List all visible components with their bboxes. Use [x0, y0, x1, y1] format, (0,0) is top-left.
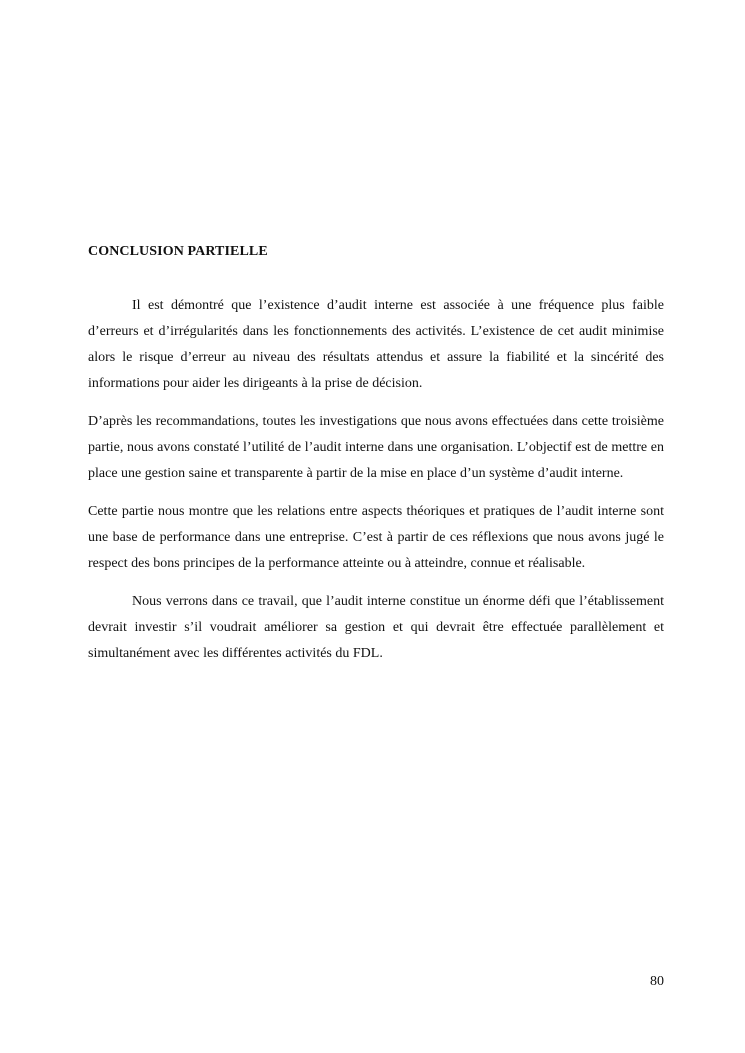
paragraph-3: Cette partie nous montre que les relations entre aspects théoriques et pratiques de l’audit interne sont une base de performance dans une entreprise. C’est à partir de ces réflexions que nous avons jugé le respect des bons principes de la performance atteinte ou à atteindre, connue et réalisable. — [88, 504, 664, 571]
body-text — [88, 293, 664, 679]
paragraph-4: Nous verrons dans ce travail, que l’audit interne constitue un énorme défi que l’établissement devrait investir s’il voudrait améliorer sa gestion et qui devrait être effectuée parallèlement et simultanément avec les différentes activités du FDL. — [88, 594, 664, 661]
paragraph-2: D’après les recommandations, toutes les investigations que nous avons effectuées dans cette troisième partie, nous avons constaté l’utilité de l’audit interne dans une organisation. L’objectif est de mettre en place une gestion saine et transparente à partir de la mise en place d’un système d’audit interne. — [88, 414, 664, 481]
section-heading: CONCLUSION PARTIELLE — [88, 244, 268, 259]
page-number: 80 — [650, 974, 664, 989]
paragraph-1: Il est démontré que l’existence d’audit interne est associée à une fréquence plus faible d’erreurs et d’irrégularités dans les fonctionnements des activités. L’existence de cet audit minimise alors le risque d’erreur au niveau des résultats attendus et assure la fiabilité et la sincérité des informations pour aider les dirigeants à la prise de décision. — [88, 298, 664, 391]
